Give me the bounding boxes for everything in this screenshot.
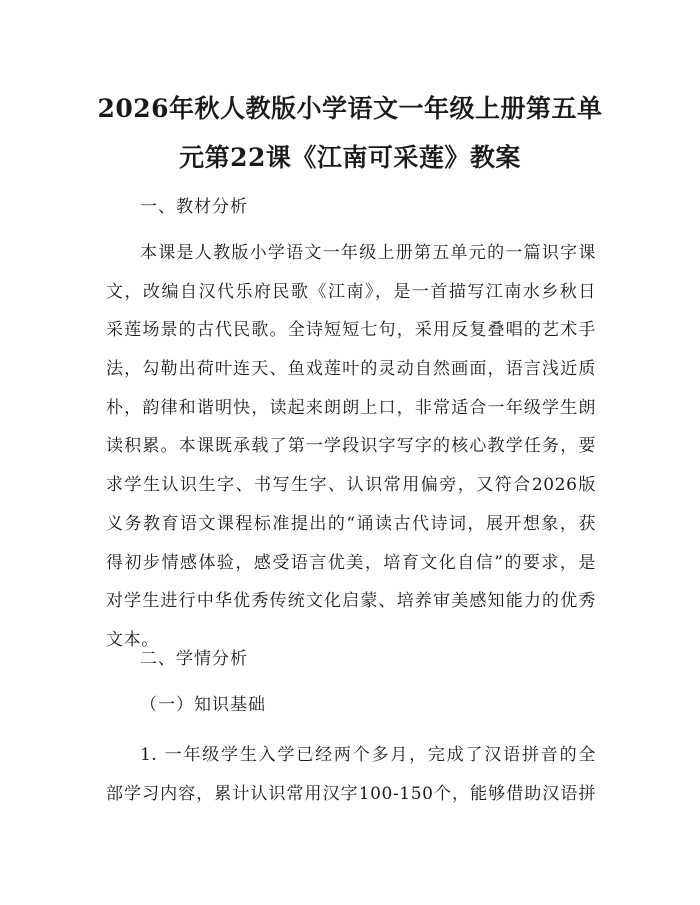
textbook-analysis-paragraph (106, 234, 596, 660)
document-title-line-1: 2026年秋人教版小学语文一年级上册第五单 (97, 94, 603, 123)
section-heading-student-analysis: 二、学情分析 (140, 649, 248, 669)
paragraph-line: 采莲场景的古代民歌。全诗短短七句，采用反复叠唱的艺术手 (106, 320, 596, 341)
paragraph-line: 1. 一年级学生入学已经两个多月，完成了汉语拼音的全 (140, 745, 596, 765)
paragraph-line: 义务教育语文课程标准提出的“诵读古代诗词，展开想象，获 (106, 513, 596, 534)
section-heading-textbook-analysis: 一、教材分析 (140, 197, 248, 217)
paragraph-line: 对学生进行中华优秀传统文化启蒙、培养审美感知能力的优秀 (106, 591, 596, 612)
knowledge-base-paragraph (106, 736, 596, 813)
paragraph-line: 文，改编自汉代乐府民歌《江南》，是一首描写江南水乡秋日 (106, 281, 596, 302)
paragraph-line: 读积累。本课既承载了第一学段识字写字的核心教学任务，要 (106, 436, 596, 457)
paragraph-line: 得初步情感体验，感受语言优美，培育文化自信”的要求，是 (106, 552, 596, 573)
paragraph-line: 求学生认识生字、书写生字、认识常用偏旁，又符合2026版 (106, 475, 596, 496)
paragraph-line: 文本。 (106, 629, 159, 650)
paragraph-line: 本课是人教版小学语文一年级上册第五单元的一篇识字课 (140, 243, 596, 263)
paragraph-line: 部学习内容，累计认识常用汉字100-150个，能够借助汉语拼 (106, 783, 596, 804)
subsection-heading-knowledge-base: （一）知识基础 (140, 695, 266, 715)
paragraph-line: 法，勾勒出荷叶连天、鱼戏莲叶的灵动自然画面，语言浅近质 (106, 359, 596, 380)
document-title-line-2: 元第22课《江南可采莲》教案 (179, 143, 521, 172)
paragraph-line: 朴，韵律和谐明快，读起来朗朗上口，非常适合一年级学生朗 (106, 397, 596, 418)
